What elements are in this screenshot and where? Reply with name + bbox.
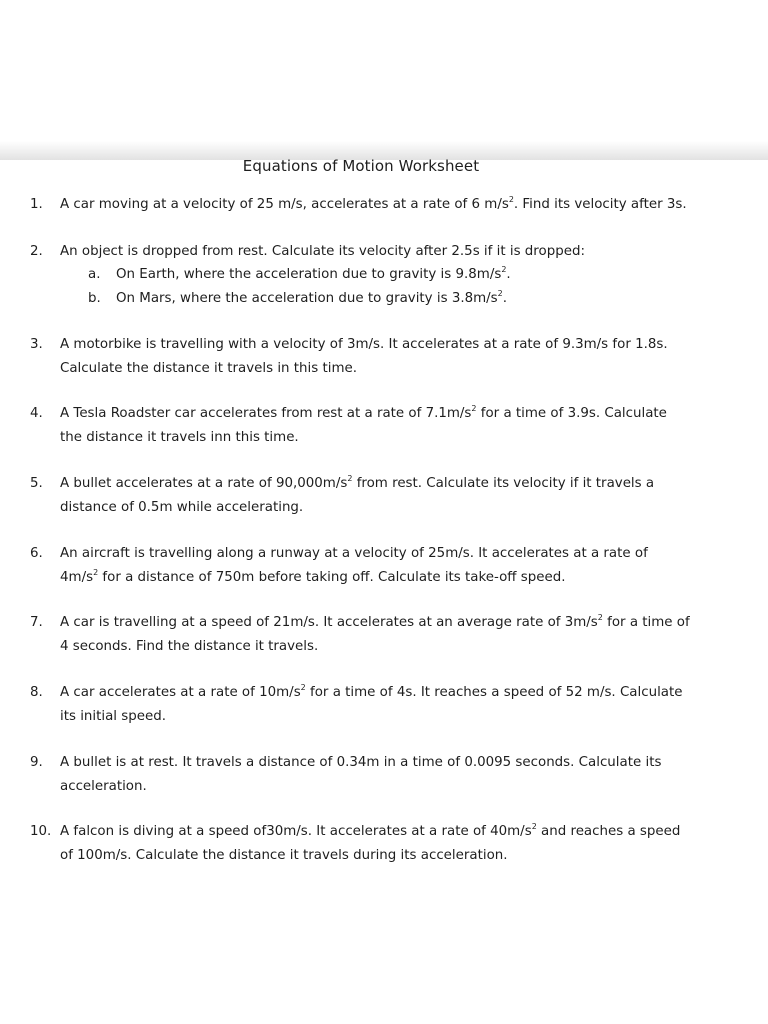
question-text-line-2: $4m/s^2$ for a distance of 750m before taking off. Calculate its take-off speed. <box>60 567 566 585</box>
question-1 <box>30 193 730 217</box>
question-text-line-2: its initial speed. <box>60 708 166 724</box>
question-text-line-2: of 100m/s. Calculate the distance it travels during its acceleration. <box>60 847 508 863</box>
question-number: 8. <box>30 685 43 700</box>
question-2 <box>30 240 730 264</box>
question-5 <box>30 472 730 519</box>
question-text-line-2: 4 seconds. Find the distance it travels. <box>60 638 319 654</box>
question-number: 7. <box>30 615 43 630</box>
question-6 <box>30 542 730 589</box>
question-10 <box>30 820 730 867</box>
question-text-line-2: the distance it travels inn this time. <box>60 429 299 445</box>
question-text-line-1: A car is travelling at a speed of 21m/s. It accelerates at an average rate of $3m/s^2$ for a time of <box>60 613 690 630</box>
question-number: 1. <box>30 197 43 212</box>
question-text-line-1: A car moving at a velocity of 25 m/s, accelerates at a rate of 6 $m/s^2$. Find its velocity after 3s. <box>60 195 687 212</box>
question-text-line-2: distance of 0.5m while accelerating. <box>60 499 304 515</box>
question-2-part-a <box>88 263 708 287</box>
question-number: 9. <box>30 755 43 770</box>
part-label: b. <box>88 291 101 306</box>
question-text-line-1: A car accelerates at a rate of $10m/s^2$ for a time of 4s. It reaches a speed of 52 m/s. Calculate <box>60 683 683 700</box>
question-text-line-2: acceleration. <box>60 778 147 794</box>
question-text-line-1: A Tesla Roadster car accelerates from rest at a rate of $7.1m/s^2$ for a time of 3.9s. Calculate <box>60 404 667 421</box>
question-7 <box>30 611 730 658</box>
question-text-line-1: A motorbike is travelling with a velocity of 3m/s. It accelerates at a rate of 9.3m/s for 1.8s. <box>60 337 668 352</box>
part-text: On Mars, where the acceleration due to gravity is $3.8m/s^2$. <box>116 289 508 306</box>
question-text-line-1: A falcon is diving at a speed of30m/s. It accelerates at a rate of $40m/s^2$ and reaches a speed <box>60 822 681 839</box>
question-text-line-1: A bullet accelerates at a rate of $90,000m/s^2$ from rest. Calculate its velocity if it travels a <box>60 474 655 491</box>
question-text-line-1: A bullet is at rest. It travels a distance of 0.34m in a time of 0.0095 seconds. Calculate its <box>60 755 662 770</box>
question-number: 2. <box>30 244 43 259</box>
question-2-part-b <box>88 287 708 311</box>
question-number: 4. <box>30 406 43 421</box>
question-9 <box>30 751 730 798</box>
part-text: On Earth, where the acceleration due to gravity is $9.8m/s^2$. <box>116 265 511 282</box>
worksheet-title: Equations of Motion Worksheet <box>242 157 480 175</box>
question-text-line-1: An aircraft is travelling along a runway at a velocity of 25m/s. It accelerates at a rate of <box>60 546 648 561</box>
question-number: 6. <box>30 546 43 561</box>
question-number: 5. <box>30 476 43 491</box>
question-3 <box>30 333 730 380</box>
part-label: a. <box>88 267 101 282</box>
question-4 <box>30 402 730 449</box>
question-text-line-2: Calculate the distance it travels in this time. <box>60 360 357 376</box>
question-text-line-1: An object is dropped from rest. Calculate its velocity after 2.5s if it is dropped: <box>60 244 585 259</box>
question-number: 3. <box>30 337 43 352</box>
question-8 <box>30 681 730 728</box>
question-number: 10. <box>30 824 52 839</box>
background-top-band <box>0 0 768 160</box>
